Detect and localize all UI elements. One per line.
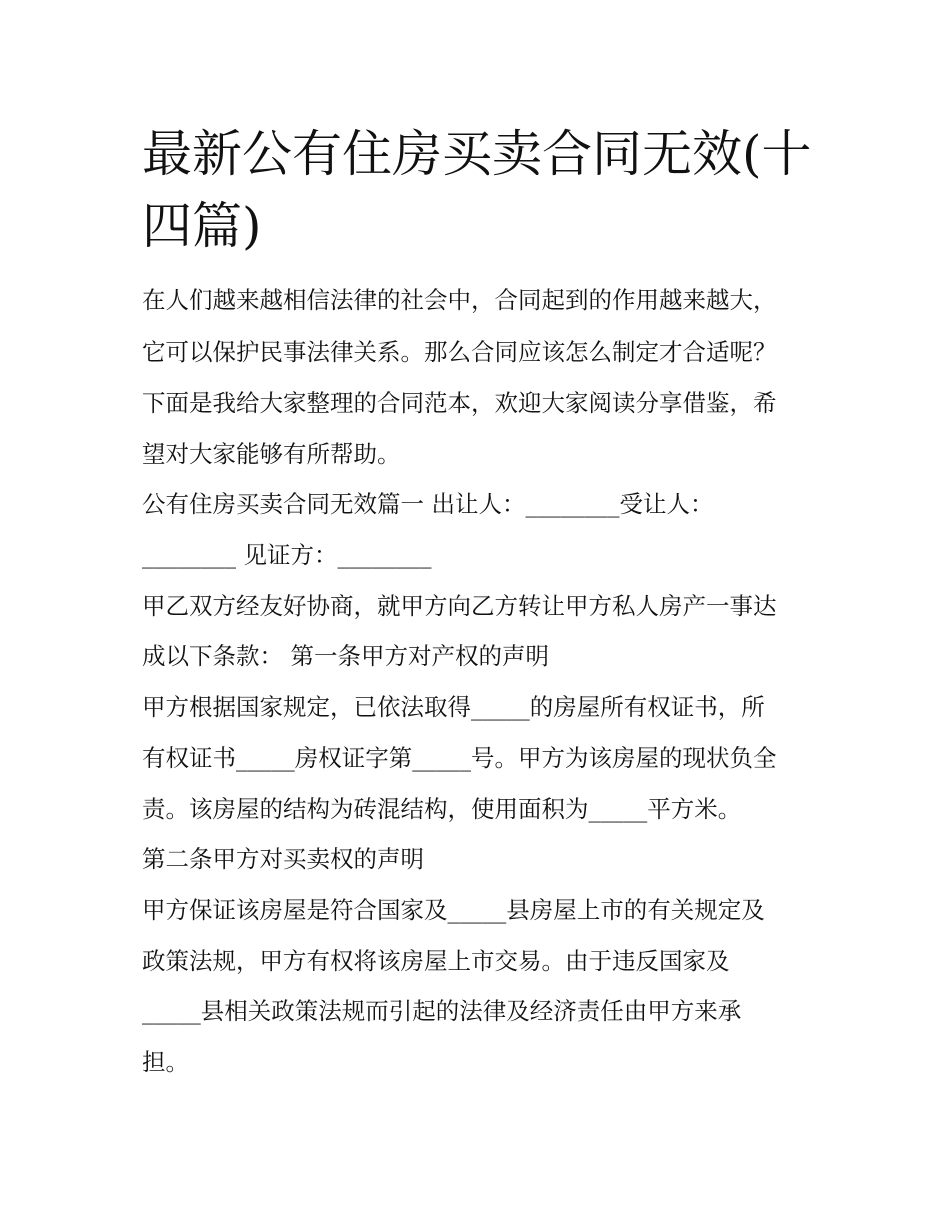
article-two-line-4: 担。 [142, 1048, 189, 1076]
agreement-line-1: 甲乙双方经友好协商，就甲方向乙方转让甲方私人房产一事达 [142, 592, 777, 620]
article-one-line-3: 责。该房屋的结构为砖混结构，使用面积为_____平方米。 [142, 795, 742, 823]
intro-line-1: 在人们越来越相信法律的社会中，合同起到的作用越来越大， [142, 286, 777, 314]
intro-line-2: 它可以保护民事法律关系。那么合同应该怎么制定才合适呢？ [142, 338, 777, 366]
contract-parties-line-2: ________ 见证方：________ [142, 541, 432, 569]
intro-line-3: 下面是我给大家整理的合同范本，欢迎大家阅读分享借鉴，希 [142, 389, 777, 417]
article-two-line-3: _____县相关政策法规而引起的法律及经济责任由甲方来承 [142, 997, 742, 1025]
article-two-line-1: 甲方保证该房屋是符合国家及_____县房屋上市的有关规定及 [142, 896, 765, 924]
contract-parties-line-1: 公有住房买卖合同无效篇一 出让人：________受让人： [142, 490, 714, 518]
agreement-line-2: 成以下条款： 第一条甲方对产权的声明 [142, 642, 549, 670]
article-one-line-2: 有权证书_____房权证字第_____号。甲方为该房屋的现状负全 [142, 744, 777, 772]
document-title: 最新公有住房买卖合同无效(十 四篇) [142, 125, 812, 255]
article-two-heading: 第二条甲方对买卖权的声明 [142, 845, 424, 873]
article-two-line-2: 政策法规，甲方有权将该房屋上市交易。由于违反国家及 [142, 947, 730, 975]
intro-line-4: 望对大家能够有所帮助。 [142, 440, 401, 468]
article-one-line-1: 甲方根据国家规定，已依法取得_____的房屋所有权证书，所 [142, 693, 765, 721]
